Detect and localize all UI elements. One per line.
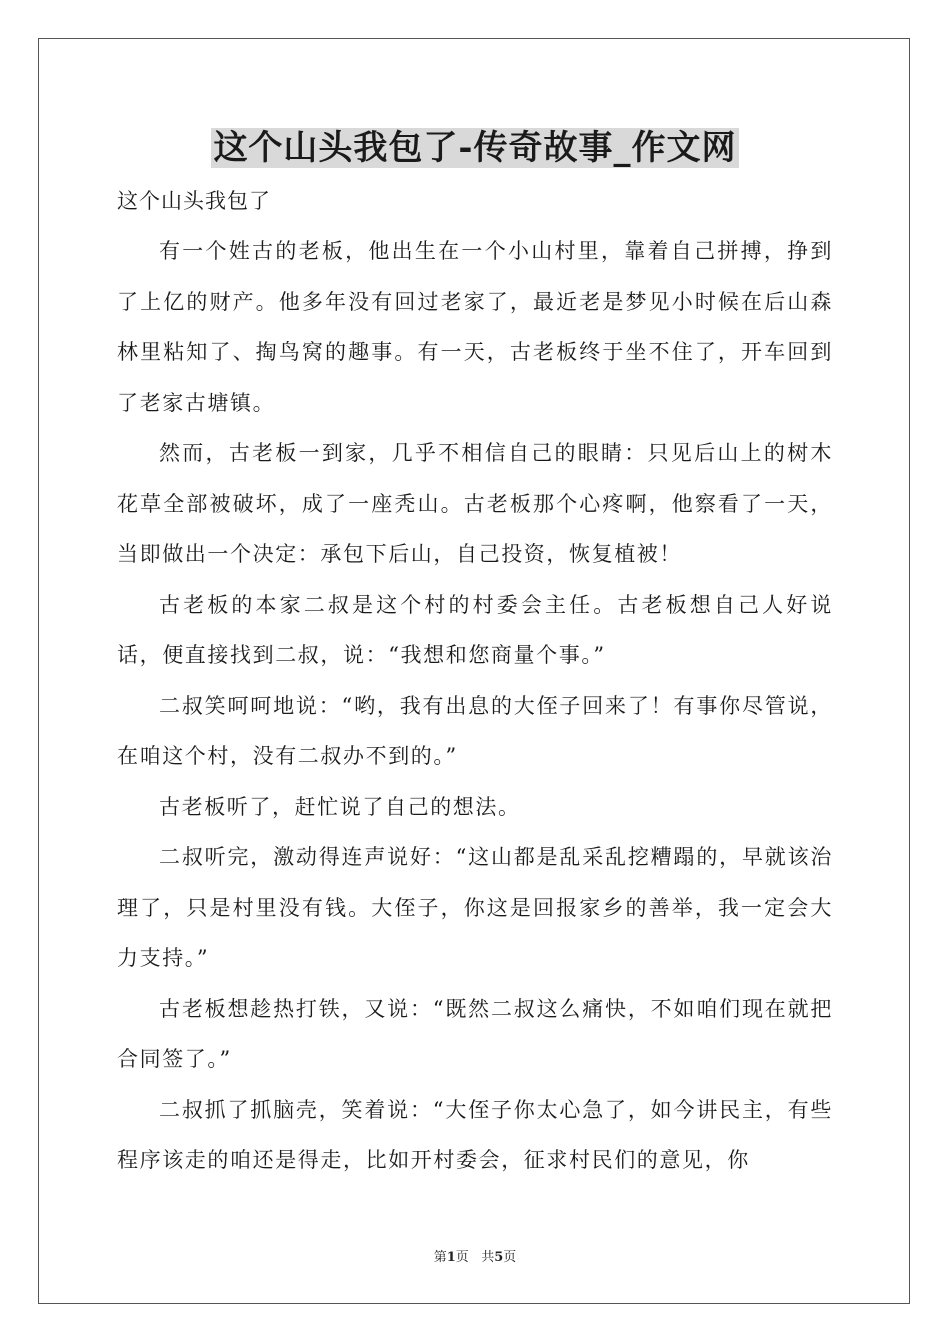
paragraph: 二叔抓了抓脑壳，笑着说：“大侄子你太心急了，如今讲民主，有些程序该走的咱还是得走，比如开村委会，征求村民们的意见，你 <box>117 1097 833 1172</box>
paragraph: 然而，古老板一到家，几乎不相信自己的眼睛：只见后山上的树木花草全部被破坏，成了一座秃山。古老板那个心疼啊，他察看了一天，当即做出一个决定：承包下后山，自己投资，恢复植被！ <box>117 441 833 566</box>
page-number-suffix: 页 <box>455 1250 469 1265</box>
paragraph: 古老板的本家二叔是这个村的村委会主任。古老板想自己人好说话，便直接找到二叔，说：“我想和您商量个事。” <box>117 592 833 667</box>
page-footer <box>0 1246 950 1265</box>
paragraph: 古老板听了，赶忙说了自己的想法。 <box>159 794 521 819</box>
paragraph: 古老板想趁热打铁，又说：“既然二叔这么痛快，不如咱们现在就把合同签了。” <box>117 996 833 1071</box>
document-title <box>0 124 950 172</box>
page-total-prefix: 共 <box>481 1250 495 1265</box>
paragraph: 二叔听完，激动得连声说好：“这山都是乱采乱挖糟蹋的，早就该治理了，只是村里没有钱。大侄子，你这是回报家乡的善举，我一定会大力支持。” <box>117 845 833 970</box>
document-title-text: 这个山头我包了-传奇故事_作文网 <box>213 128 737 168</box>
document-body <box>117 176 833 1186</box>
page-number-prefix: 第 <box>433 1250 447 1265</box>
page-total-suffix: 页 <box>503 1250 517 1265</box>
document-subtitle: 这个山头我包了 <box>117 189 271 213</box>
paragraph: 有一个姓古的老板，他出生在一个小山村里，靠着自己拼搏，挣到了上亿的财产。他多年没有回过老家了，最近老是梦见小时候在后山森林里粘知了、掏鸟窝的趣事。有一天，古老板终于坐不住了，开车回到了老家古塘镇。 <box>117 239 833 415</box>
paragraph: 二叔笑呵呵地说：“哟，我有出息的大侄子回来了！有事你尽管说，在咱这个村，没有二叔办不到的。” <box>117 693 833 768</box>
page-total-count: 5 <box>494 1250 504 1265</box>
page-number-current: 1 <box>446 1250 456 1265</box>
